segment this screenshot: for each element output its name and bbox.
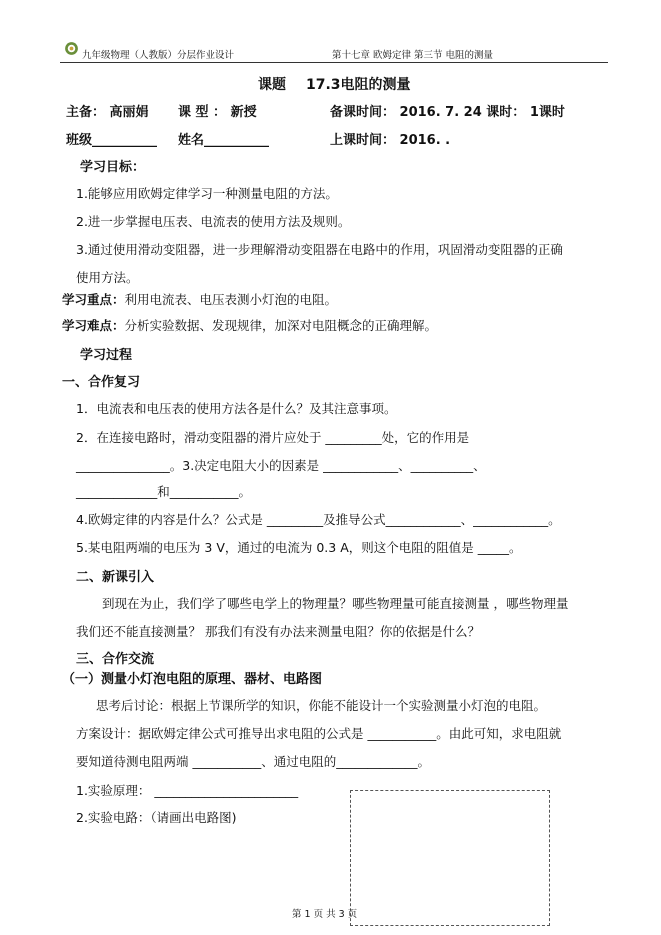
section3-heading: 三、合作交流 [76, 652, 155, 667]
school-logo-icon [64, 41, 79, 56]
goals-heading: 学习目标： [80, 160, 146, 175]
key-point-text: 利用电流表、电压表测小灯泡的电阻。 [124, 292, 338, 307]
goal-item: 3.通过使用滑动变阻器，进一步理解滑动变阻器在电路中的作用，巩固滑动变阻器的正确 [76, 242, 563, 257]
page-number: 第 1 页 共 3 页 [292, 909, 358, 920]
circuit-line: 2.实验电路：（请画出电路图) [76, 810, 237, 825]
difficulty-text: 分析实验数据、发现规律，加深对电阻概念的正确理解。 [124, 318, 438, 333]
review-question: 5.某电阻两端的电压为 3 V，通过的电流为 0.3 A，则这个电阻的阻值是 _____。 [76, 540, 522, 555]
intro-paragraph-line: 我们还不能直接测量？ 那我们有没有办法来测量电阻？你的依据是什么？ [76, 624, 480, 639]
header-course-title: 九年级物理（人教版）分层作业设计 [82, 50, 235, 61]
section1-heading: 一、合作复习 [62, 375, 141, 390]
title-label: 课题 [258, 77, 286, 93]
review-question: _______________。3.决定电阻大小的因素是 ____________、__________、 [76, 458, 486, 473]
key-point [62, 290, 337, 308]
goal-item: 1.能够应用欧姆定律学习一种测量电阻的方法。 [76, 186, 338, 201]
intro-paragraph-line: 到现在为止，我们学了哪些电学上的物理量？哪些物理量可能直接测量 ，哪些物理量 [102, 596, 569, 611]
principle-line: 1.实验原理： _______________________ [76, 783, 299, 798]
plan-line: 方案设计：据欧姆定律公式可推导出求电阻的公式是 ___________。由此可知，求电阻就 [76, 726, 562, 741]
plan-line: 要知道待测电阻两端 ___________、通过电阻的_____________。 [76, 754, 430, 769]
author-field: 主备： 高丽娟 [66, 105, 149, 120]
review-question: 4.欧姆定律的内容是什么？公式是 _________及推导公式____________、____________。 [76, 512, 561, 527]
review-question: 1．电流表和电压表的使用方法各是什么？及其注意事项。 [76, 401, 397, 416]
prep-time-field: 备课时间： 2016. 7. 24 课时： 1课时 [330, 105, 565, 120]
section2-heading: 二、新课引入 [76, 570, 155, 585]
difficulty-label: 学习难点： [62, 318, 125, 333]
goal-item: 使用方法。 [76, 270, 139, 285]
header-rule [60, 62, 608, 63]
class-field: 班级__________ [66, 133, 158, 148]
class-time-field: 上课时间： 2016. . [330, 133, 451, 148]
review-question: 2．在连接电路时，滑动变阻器的滑片应处于 _________处，它的作用是 [76, 430, 470, 445]
section3-subheading: （一）测量小灯泡电阻的原理、器材、电路图 [62, 672, 323, 687]
page-title: 17.3电阻的测量 [306, 77, 411, 93]
goal-item: 2.进一步掌握电压表、电流表的使用方法及规则。 [76, 214, 351, 229]
process-heading: 学习过程 [80, 348, 133, 363]
lesson-type-field: 课 型 ： 新授 [178, 105, 257, 120]
circuit-drawing-box [350, 790, 550, 926]
discussion-line: 思考后讨论：根据上节课所学的知识，你能不能设计一个实验测量小灯泡的电阻。 [96, 698, 547, 713]
key-point-label: 学习重点： [62, 292, 125, 307]
name-field: 姓名__________ [178, 133, 270, 148]
difficulty [62, 316, 437, 334]
review-question: _____________和___________。 [76, 484, 252, 499]
header-chapter: 第十七章 欧姆定律 第三节 电阻的测量 [332, 50, 494, 61]
